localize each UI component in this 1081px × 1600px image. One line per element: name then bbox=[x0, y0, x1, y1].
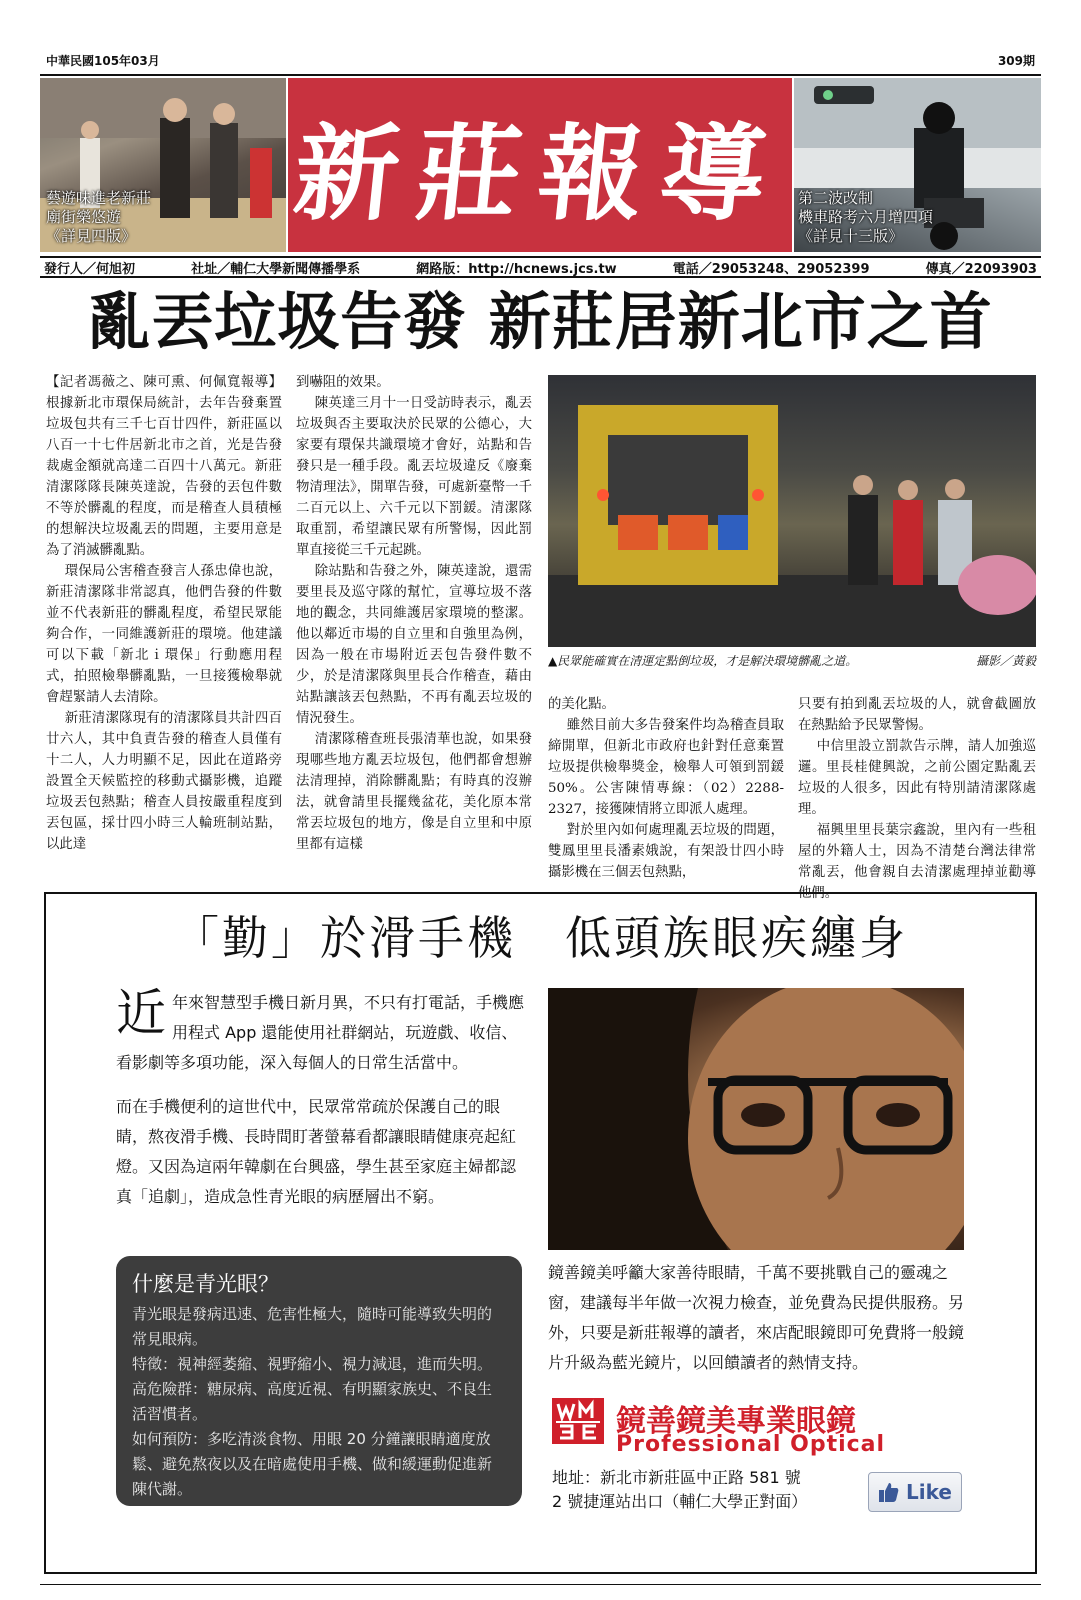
banner-photo-right bbox=[794, 78, 1041, 252]
left-teaser[interactable] bbox=[46, 189, 151, 246]
date-line: 中華民國105年03月 bbox=[46, 54, 160, 68]
address: 社址／輔仁大學新聞傳播學系 bbox=[191, 261, 361, 277]
article-column-3 bbox=[548, 694, 784, 883]
paragraph: 的美化點。 bbox=[548, 697, 615, 712]
paragraph: 清潔隊稽查班長張清華也說，如果發現哪些地方亂丟垃圾包，他們都會想辦法清理掉，消除髒亂點；有時真的沒辦法，就會請里長擺幾盆花，美化原本常常丟垃圾包的地方，像是自立里和中原里都有這樣 bbox=[296, 732, 532, 852]
paragraph: 陳英達三月十一日受訪時表示，亂丟垃圾與否主要取決於民眾的公德心，大家要有環保共識環境才會好，站點和告發只是一種手段。亂丟垃圾違反《廢棄物清理法》，開單告發，可處新臺幣一千二百元以上、六千元以下罰鍰。清潔隊取重罰，希望讓民眾有所警惕，因此罰單直接從三千元起跳。 bbox=[296, 396, 532, 558]
optical-logo-icon bbox=[552, 1398, 604, 1444]
dropcap: 近 bbox=[116, 984, 166, 1042]
caption-credit: 攝影／黃毅 bbox=[975, 654, 1036, 668]
sidebar-line: 高危險群：糖尿病、高度近視、有明顯家族史、不良生活習慣者。 bbox=[132, 1380, 493, 1423]
address-line: 地址：新北市新莊區中正路 581 號 bbox=[552, 1468, 801, 1487]
ad-address bbox=[552, 1466, 852, 1514]
issue-number: 309期 bbox=[997, 54, 1035, 68]
publisher: 發行人／何旭初 bbox=[44, 261, 136, 277]
paragraph: 除站點和告發之外，陳英達說，還需要里長及巡守隊的幫忙，宣導垃圾不落地的觀念，共同維護居家環境的整潔。他以鄰近市場的自立里和自強里為例，因為一般在市場附近丟包告發件數不少，於是清潔隊與里長合作稽查，藉由站點讓該丟包熱點，不再有亂丟垃圾的情況發生。 bbox=[296, 564, 532, 726]
garbage-truck-photo bbox=[548, 375, 1036, 647]
feature-body bbox=[116, 984, 525, 1226]
top-rule bbox=[40, 74, 1041, 76]
right-teaser-line: 機車路考六月增四項 bbox=[798, 208, 934, 226]
right-teaser-line: 第二波改制 bbox=[798, 189, 874, 207]
paragraph: 環保局公害稽查發言人孫忠偉也說，新莊清潔隊非常認真，他們告發的件數並不代表新莊的髒亂程度，希望民眾能夠合作，一同維護新莊的環境。他建議可以下載「新北ｉ環保」行動應用程式，拍照檢舉髒亂點，一旦接獲檢舉就會趕緊請人去清除。 bbox=[46, 564, 282, 705]
paragraph: 對於里內如何處理亂丟垃圾的問題，雙鳳里里長潘素娥說，有架設廿四小時攝影機在三個丟包熱點， bbox=[548, 823, 784, 880]
ad-store-name: 鏡善鏡美專業眼鏡 bbox=[616, 1404, 856, 1439]
paragraph: 到嚇阻的效果。 bbox=[296, 375, 390, 390]
masthead bbox=[288, 78, 792, 252]
garbage-truck-image bbox=[548, 375, 1036, 647]
phone: 電話／29053248、29052399 bbox=[672, 261, 870, 277]
fax: 傳真／22093903 bbox=[925, 261, 1037, 277]
sidebar-line: 如何預防：多吃清淡食物、用眼 20 分鐘讓眼睛適度放鬆、避免熬夜以及在暗處使用手機、做和緩運動促進新陳代謝。 bbox=[132, 1430, 493, 1498]
caption-text: ▲民眾能確實在清運定點倒垃圾，才是解決環境髒亂之道。 bbox=[548, 654, 858, 668]
like-label: Like bbox=[906, 1480, 952, 1504]
eye-photo bbox=[548, 988, 964, 1250]
photo-caption bbox=[548, 652, 1036, 669]
feature-paragraph-text: 年來智慧型手機日新月異，不只有打電話，手機應用程式 App 還能使用社群網站，玩遊戲、收信、看影劇等多項功能，深入每個人的日常生活當中。 bbox=[116, 993, 525, 1072]
paragraph: 雖然目前大多告發案件均為稽查員取締開單，但新北市政府也針對任意棄置垃圾提供檢舉獎金，檢舉人可領到罰鍰50%。公害陳情專線：（02）2288-2327，接獲陳情將立即派人處理。 bbox=[548, 718, 784, 817]
thumbs-up-icon bbox=[878, 1481, 900, 1503]
sidebar-title: 什麼是青光眼？ bbox=[132, 1272, 279, 1296]
headline: 亂丟垃圾告發 新莊居新北市之首 bbox=[88, 285, 993, 358]
masthead-title: 新莊報導 bbox=[288, 112, 790, 235]
sidebar-line: 青光眼是發病迅速、危害性極大，隨時可能導致失明的常見眼病。 bbox=[132, 1305, 493, 1348]
feature-paragraph-2: 而在手機便利的這世代中，民眾常常疏於保護自己的眼睛，熬夜滑手機、長時間盯著螢幕看都讓眼睛健康亮起紅燈。又因為這兩年韓劇在台興盛，學生甚至家庭主婦都認真「追劇」，造成急性青光眼的病歷層出不窮。 bbox=[116, 1097, 517, 1206]
info-bar bbox=[40, 256, 1041, 278]
bottom-rule bbox=[40, 1584, 1041, 1585]
address-line: 2 號捷運站出口（輔仁大學正對面） bbox=[552, 1492, 808, 1511]
banner-photo-left bbox=[40, 78, 286, 252]
paragraph: 【記者馮薇之、陳可熏、何佩寬報導】根據新北市環保局統計，去年告發棄置垃圾包共有三千七百廿四件，新莊區以八百一十七件居新北市之首，光是告發裁處金額就高達二百四十八萬元。新莊清潔隊隊長陳英達說，告發的丟包件數不等於髒亂的程度，而是稽查人員積極的想解決垃圾亂丟的問題，主要用意是為了消滅髒亂點。 bbox=[46, 375, 282, 558]
article-column-4 bbox=[798, 694, 1036, 904]
glaucoma-sidebar bbox=[116, 1256, 522, 1506]
feature-paragraph-1 bbox=[116, 984, 525, 1078]
website-link[interactable]: 網路版：http://hcnews.jcs.tw bbox=[416, 261, 617, 277]
paragraph: 只要有拍到亂丟垃圾的人，就會截圖放在熱點給予民眾警惕。 bbox=[798, 697, 1036, 733]
woman-glasses-image bbox=[548, 988, 964, 1250]
sidebar-line: 特徵：視神經萎縮、視野縮小、視力減退，進而失明。 bbox=[132, 1355, 493, 1373]
paragraph: 福興里里長葉宗鑫說，里內有一些租屋的外籍人士，因為不清楚台灣法律常常亂丟，他會親自去清潔處理掉並勸導他們。 bbox=[798, 823, 1036, 901]
article-column-1 bbox=[46, 372, 282, 855]
ad-text: 鏡善鏡美呼籲大家善待眼睛，千萬不要挑戰自己的靈魂之窗，建議每半年做一次視力檢查，並免費為民提供服務。另外，只要是新莊報導的讀者，來店配眼鏡即可免費將一般鏡片升級為藍光鏡片，以回饋讀者的熱情支持。 bbox=[548, 1263, 965, 1372]
paragraph: 新莊清潔隊現有的清潔隊員共計四百廿六人，其中負責告發的稽查人員僅有十二人，人力明顯不足，因此在道路旁設置全天候監控的移動式攝影機，追蹤垃圾丟包熱點；稽查人員按嚴重程度到丟包區，採廿四小時三人輪班制站點，以此達 bbox=[46, 711, 282, 852]
paragraph: 中信里設立罰款告示牌，請人加強巡邏。里長桂健興說，之前公園定點亂丟垃圾的人很多，因此有特別請清潔隊處理。 bbox=[798, 739, 1036, 817]
optical-logo bbox=[552, 1398, 604, 1444]
right-teaser-line: 《詳見十三版》 bbox=[798, 227, 904, 245]
right-teaser[interactable] bbox=[798, 189, 933, 246]
feature-title: 「勤」於滑手機 低頭族眼疾纏身 bbox=[173, 911, 908, 965]
left-teaser-line: 藝遊味進老新莊 bbox=[46, 189, 152, 207]
left-teaser-line: 廟街樂悠遊 bbox=[46, 208, 122, 226]
article-column-2 bbox=[296, 372, 532, 855]
left-teaser-line: 《詳見四版》 bbox=[46, 227, 137, 245]
ad-store-name-en: Professional Optical bbox=[616, 1432, 886, 1457]
facebook-like-button[interactable] bbox=[868, 1472, 962, 1512]
